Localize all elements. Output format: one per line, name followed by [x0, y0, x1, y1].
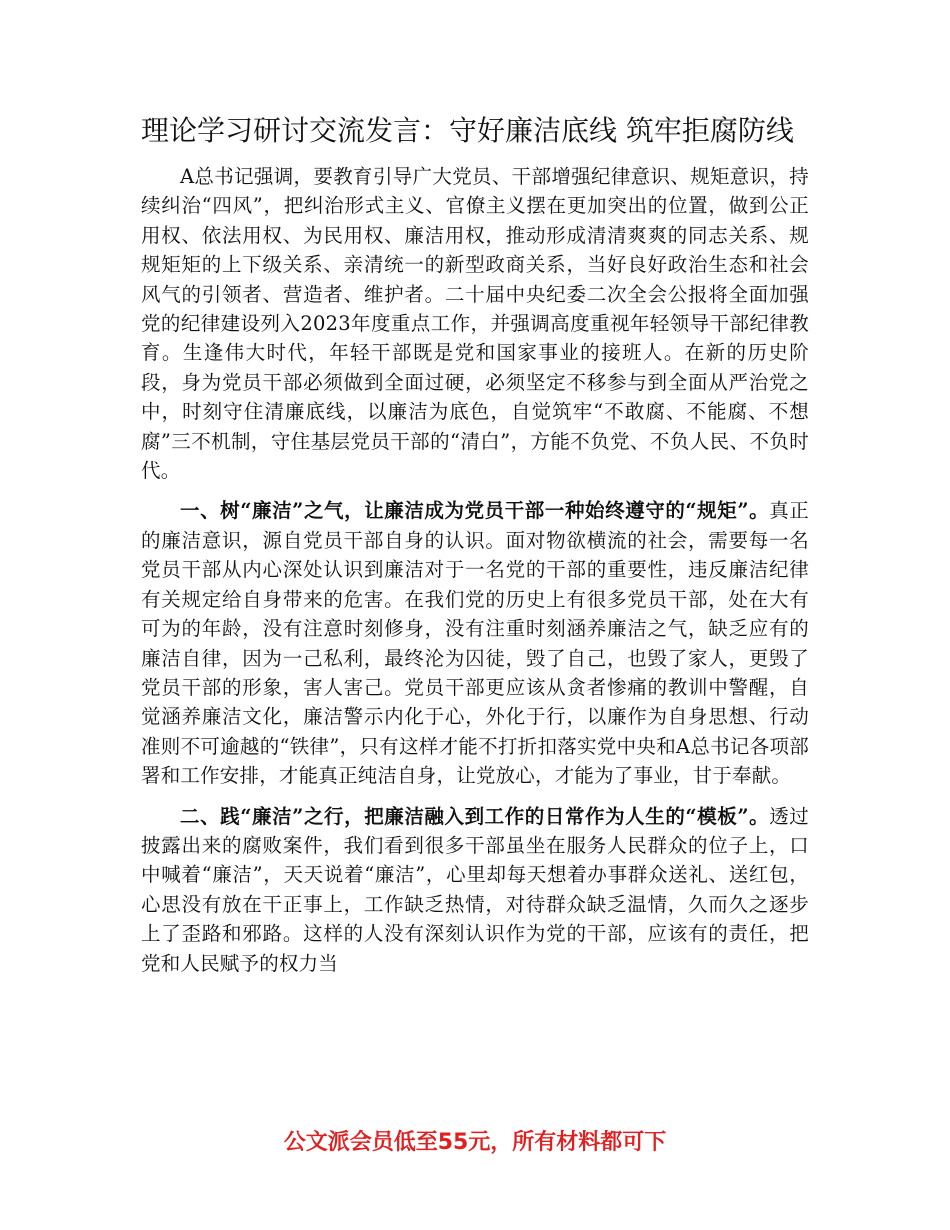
- paragraph-intro: [141, 162, 809, 485]
- document-title: 理论学习研讨交流发言：守好廉洁底线 筑牢拒腐防线: [141, 114, 794, 147]
- document-page: [141, 110, 809, 989]
- section-2-heading: 二、践“廉洁”之行，把廉洁融入到工作的日常作为人生的“模板”。: [180, 804, 770, 828]
- section-1-heading: 一、树“廉洁”之气，让廉洁成为党员干部一种始终遵守的“规矩”。: [180, 499, 770, 523]
- paragraph-text: 真正的廉洁意识，源自党员干部自身的认识。面对物欲横流的社会，需要每一名党员干部从内心深处认识到廉洁对于一名党的干部的重要性，违反廉洁纪律有关规定给自身带来的危害。在我们党的历史上有很多党员干部，处在大有可为的年龄，没有注意时刻修身，没有注重时刻涵养廉洁之气，缺乏应有的廉洁自律，因为一己私利，最终沦为囚徒，毁了自己，也毁了家人，更毁了党员干部的形象，害人害己。党员干部更应该从贪者惨痛的教训中警醒，自觉涵养廉洁文化，廉洁警示内化于心，外化于行，以廉作为自身思想、行动准则不可逾越的“铁律”，只有这样才能不打折扣落实党中央和A总书记各项部署和工作安排，才能真正纯洁自身，让党放心，才能为了事业，甘于奉献。: [141, 499, 809, 788]
- promo-banner: 公文派会员低至55元，所有材料都可下: [283, 1130, 667, 1155]
- paragraph-text: 透过披露出来的腐败案件，我们看到很多干部虽坐在服务人民群众的位子上，口中喊着“廉洁”，天天说着“廉洁”，心里却每天想着办事群众送礼、送红包，心思没有放在干正事上，工作缺乏热情，对待群众缺乏温情，久而久之逐步上了歪路和邪路。这样的人没有深刻认识作为党的干部，应该有的责任，把党和人民赋予的权力当: [141, 804, 809, 975]
- paragraph-section-2: [141, 802, 809, 978]
- paragraph-text: A总书记强调，要教育引导广大党员、干部增强纪律意识、规矩意识，持续纠治“四风”，把纠治形式主义、官僚主义摆在更加突出的位置，做到公正用权、依法用权、为民用权、廉洁用权，推动形成清清爽爽的同志关系、规规矩矩的上下级关系、亲清统一的新型政商关系，当好良好政治生态和社会风气的引领者、营造者、维护者。二十届中央纪委二次全会公报将全面加强党的纪律建设列入2023年度重点工作，并强调高度重视年轻领导干部纪律教育。生逢伟大时代，年轻干部既是党和国家事业的接班人。在新的历史阶段，身为党员干部必须做到全面过硬，必须坚定不移参与到全面从严治党之中，时刻守住清廉底线，以廉洁为底色，自觉筑牢“不敢腐、不能腐、不想腐”三不机制，守住基层党员干部的“清白”，方能不负党、不负人民、不负时代。: [141, 165, 809, 483]
- paragraph-section-1: [141, 496, 809, 790]
